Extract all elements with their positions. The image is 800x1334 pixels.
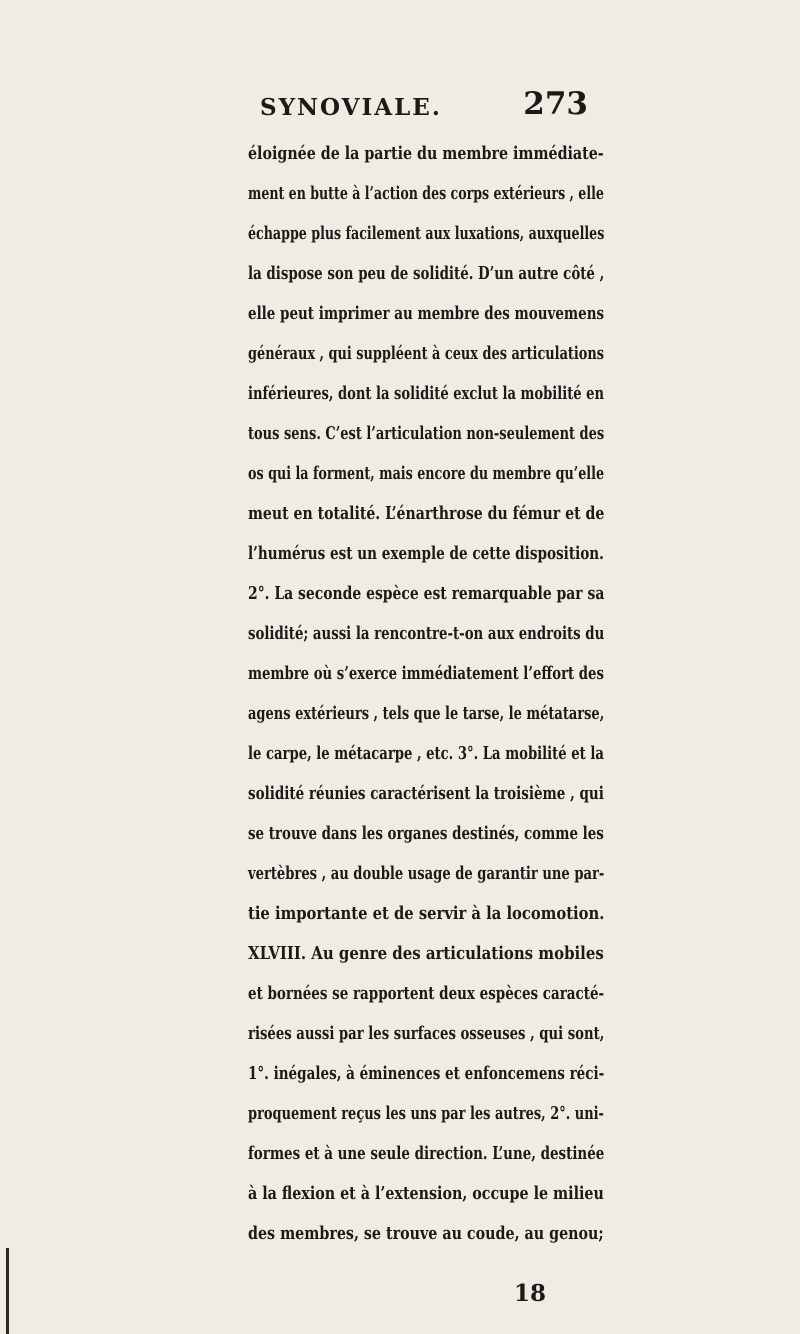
text-line: elle peut imprimer au membre des mouvemens [248, 303, 605, 324]
signature-mark: 18 [514, 1280, 547, 1307]
text-line: généraux , qui suppléent à ceux des articulations [248, 343, 605, 364]
text-line: agens extérieurs , tels que le tarse, le métatarse, [248, 703, 605, 724]
text-line: éloignée de la partie du membre immédiate- [248, 143, 604, 164]
text-line: XLVIII. Au genre des articulations mobiles [248, 943, 604, 964]
page-header [248, 86, 588, 126]
text-line: formes et à une seule direction. L’une, destinée [248, 1143, 605, 1164]
text-line: tie importante et de servir à la locomotion. [248, 903, 605, 924]
text-line: membre où s’exerce immédiatement l’effort des [248, 663, 604, 684]
text-line: et bornées se rapportent deux espèces caracté- [248, 983, 605, 1004]
text-line: meut en totalité. L’énarthrose du fémur et de [248, 503, 605, 524]
text-line: se trouve dans les organes destinés, comme les [248, 823, 604, 844]
running-head: SYNOVIALE. [260, 94, 442, 121]
text-line: proquement reçus les uns par les autres, 2°. uni- [248, 1103, 604, 1124]
text-line: des membres, se trouve au coude, au genou; [248, 1223, 604, 1244]
text-line: os qui la forment, mais encore du membre qu’elle [248, 463, 605, 484]
text-line: 1°. inégales, à éminences et enfoncemens réci- [248, 1063, 605, 1084]
text-line: à la flexion et à l’extension, occupe le milieu [248, 1183, 604, 1204]
text-line: solidité réunies caractérisent la troisième , qui [248, 783, 604, 804]
text-line: ment en butte à l’action des corps extérieurs , elle [248, 183, 604, 204]
text-line: 2°. La seconde espèce est remarquable par sa [248, 583, 605, 604]
text-line: le carpe, le métacarpe , etc. 3°. La mobilité et la [248, 743, 604, 764]
text-line: vertèbres , au double usage de garantir une par- [248, 863, 605, 884]
text-line: solidité; aussi la rencontre-t-on aux endroits du [248, 623, 605, 644]
text-line: inférieures, dont la solidité exclut la mobilité en [248, 383, 605, 404]
text-line: échappe plus facilement aux luxations, auxquelles [248, 223, 605, 244]
text-line: tous sens. C’est l’articulation non-seulement des [248, 423, 605, 444]
text-line: la dispose son peu de solidité. D’un autre côté , [248, 263, 605, 284]
page-edge-mark [6, 1248, 9, 1334]
text-line: l’humérus est un exemple de cette disposition. [248, 543, 604, 564]
page-number: 273 [523, 86, 588, 122]
text-line: risées aussi par les surfaces osseuses , qui sont, [248, 1023, 605, 1044]
